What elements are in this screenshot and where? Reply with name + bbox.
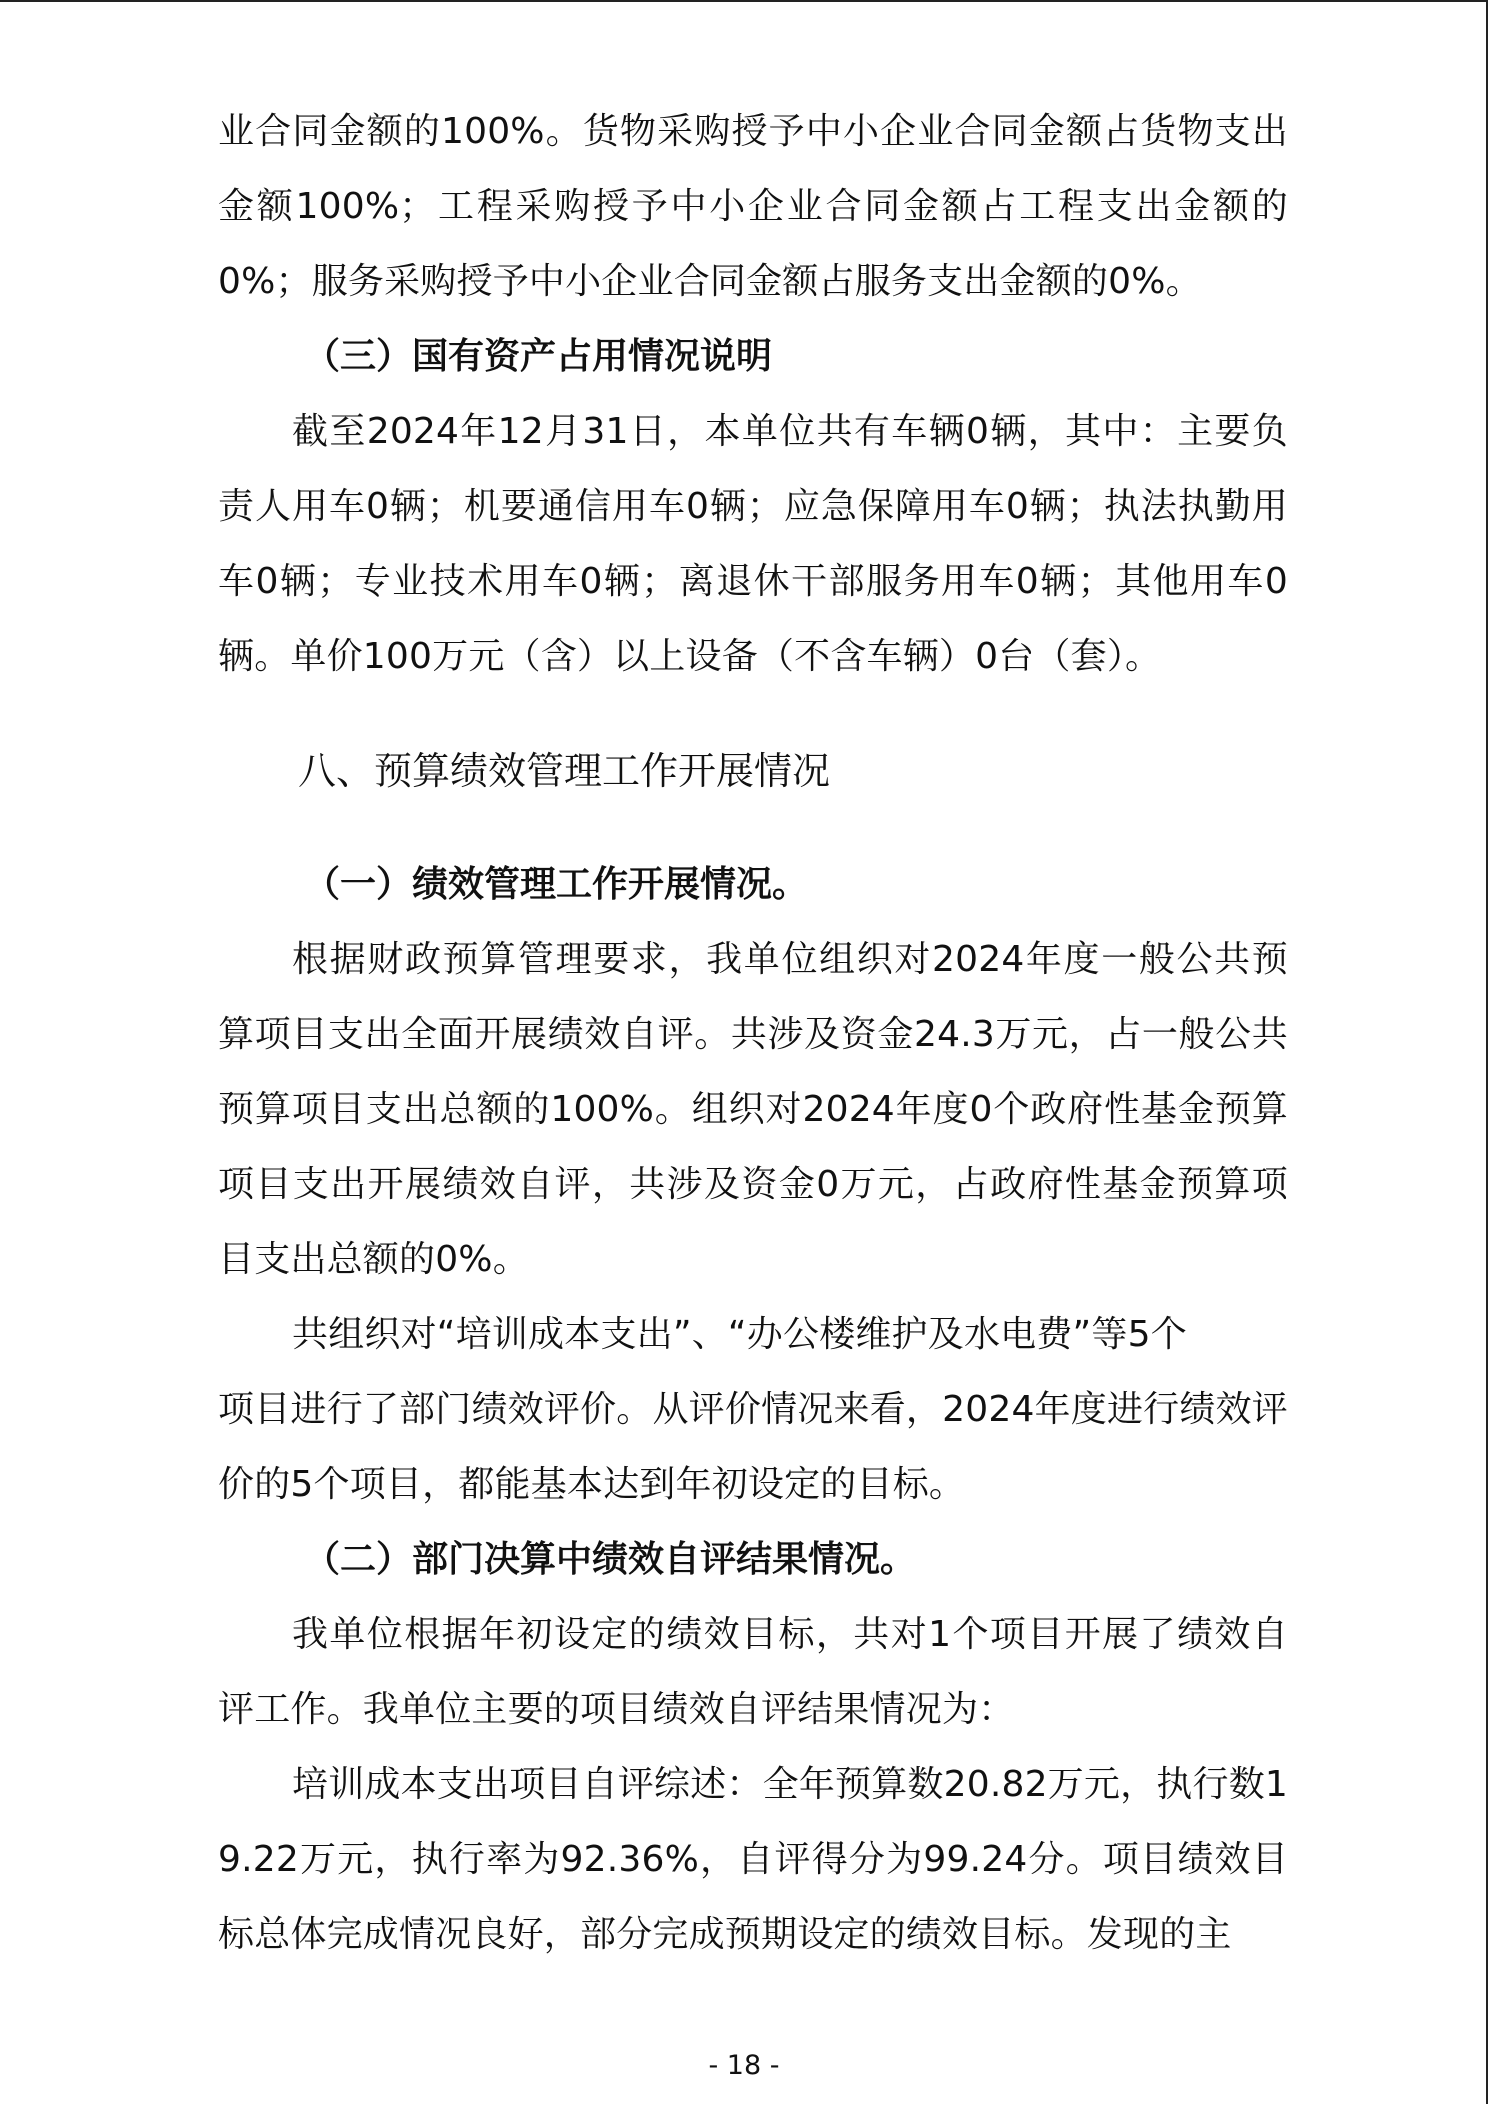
paragraph-evaluation-rest: 项目进行了部门绩效评价。从评价情况来看，2024年度进行绩效评价的5个项目，都能基本达到年初设定的目标。 — [218, 1389, 1288, 1505]
page-number: - 18 - — [708, 2050, 780, 2081]
page-content — [218, 94, 1288, 1972]
paragraph-procurement-continuation: 业合同金额的100%。货物采购授予中小企业合同金额占货物支出金额100%；工程采购授予中小企业合同金额占工程支出金额的0%；服务采购授予中小企业合同金额占服务支出金额的0%。 — [218, 111, 1288, 302]
heading-self-evaluation-results: （二）部门决算中绩效自评结果情况。 — [304, 1539, 917, 1580]
paragraph-state-assets: 截至2024年12月31日，本单位共有车辆0辆，其中：主要负责人用车0辆；机要通信用车0辆；应急保障用车0辆；执法执勤用车0辆；专业技术用车0辆；离退休干部服务用车0辆；其他用车0辆。单价100万元（含）以上设备（不含车辆）0台（套）。 — [218, 411, 1288, 677]
section-heading-budget-performance: 八、预算绩效管理工作开展情况 — [298, 749, 831, 793]
paragraph-training-cost-summary: 培训成本支出项目自评综述：全年预算数20.82万元，执行数19.22万元，执行率为92.36%，自评得分为99.24分。项目绩效目标总体完成情况良好，部分完成预期设定的绩效目标。发现的主 — [218, 1764, 1288, 1955]
paragraph-performance-self-evaluation: 根据财政预算管理要求，我单位组织对2024年度一般公共预算项目支出全面开展绩效自评。共涉及资金24.3万元，占一般公共预算项目支出总额的100%。组织对2024年度0个政府性基金预算项目支出开展绩效自评，共涉及资金0万元，占政府性基金预算项目支出总额的0%。 — [218, 939, 1288, 1280]
heading-performance-management: （一）绩效管理工作开展情况。 — [304, 864, 809, 905]
paragraph-self-evaluation-intro: 我单位根据年初设定的绩效目标，共对1个项目开展了绩效自评工作。我单位主要的项目绩效自评结果情况为： — [218, 1614, 1288, 1730]
heading-state-assets: （三）国有资产占用情况说明 — [304, 336, 773, 377]
paragraph-evaluation-line1: 共组织对“培训成本支出”、“办公楼维护及水电费”等5个 — [292, 1314, 1187, 1355]
